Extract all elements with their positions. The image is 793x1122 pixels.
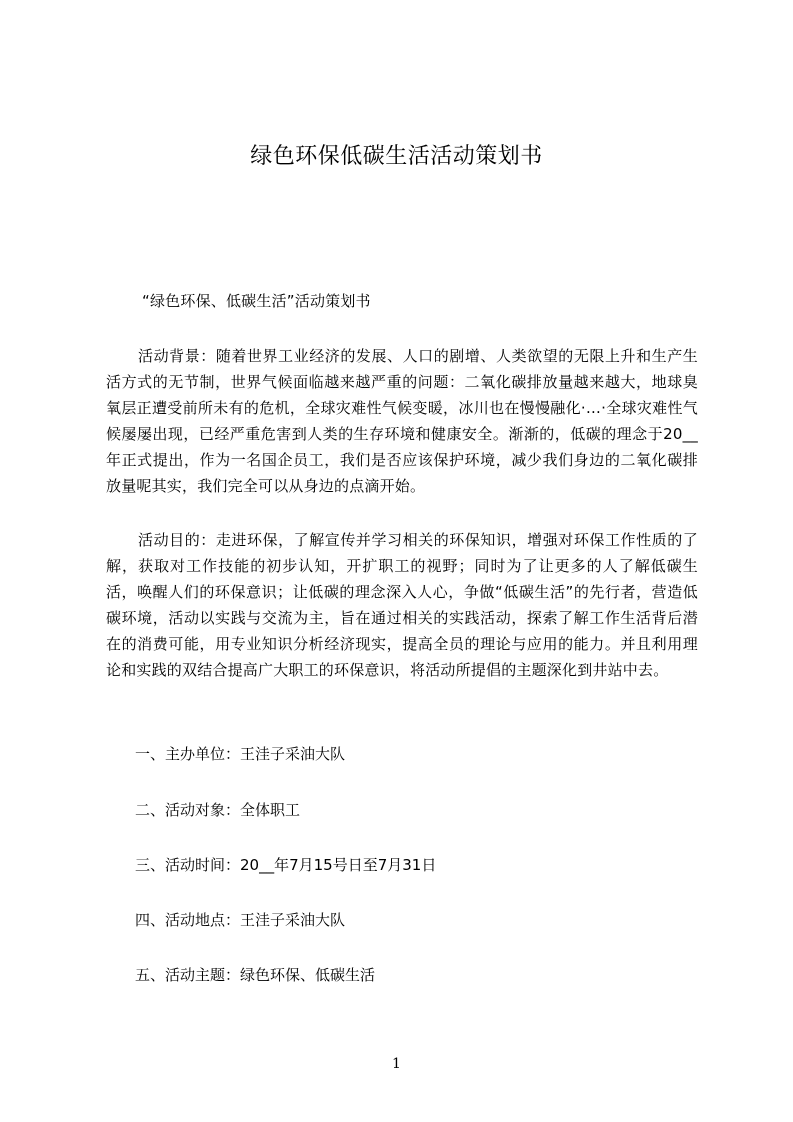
goal-paragraph: 活动目的：走进环保，了解宣传并学习相关的环保知识，增强对环保工作性质的了解，获取对工作技能的初步认知，开扩职工的视野；同时为了让更多的人了解低碳生活，唤醒人们的环保意识；让低碳的理念深入人心，争做“低碳生活”的先行者，营造低碳环境，活动以实践与交流为主，旨在通过相关的实践活动，探索了解工作生活背后潜在的消费可能，用专业知识分析经济现实，提高全员的理论与应用的能力。并且利用理论和实践的双结合提高广大职工的环保意识，将活动所提倡的主题深化到井站中去。 [106, 531, 698, 679]
document-subtitle: “绿色环保、低碳生活”活动策划书 [142, 292, 371, 310]
document-title: 绿色环保低碳生活活动策划书 [250, 144, 543, 169]
time-item: 三、活动时间：20__年7月15号日至7月31日 [135, 856, 437, 874]
background-paragraph: 活动背景：随着世界工业经济的发展、人口的剧增、人类欲望的无限上升和生产生活方式的无节制，世界气候面临越来越严重的问题：二氧化碳排放量越来越大，地球臭氧层正遭受前所未有的危机，全球灾难性气候变暖，冰川也在慢慢融化·…·全球灾难性气候屡屡出现，已经严重危害到人类的生存环境和健康安全。渐渐的，低碳的理念于20__年正式提出，作为一名国企员工，我们是否应该保护环境，减少我们身边的二氧化碳排放量呢其实，我们完全可以从身边的点滴开始。 [106, 347, 698, 495]
page-number: 1 [392, 1056, 401, 1072]
organizer-item: 一、主办单位：王洼子采油大队 [135, 745, 346, 763]
location-item: 四、活动地点：王洼子采油大队 [135, 911, 346, 929]
theme-item: 五、活动主题：绿色环保、低碳生活 [135, 966, 376, 984]
participants-item: 二、活动对象：全体职工 [135, 801, 301, 819]
